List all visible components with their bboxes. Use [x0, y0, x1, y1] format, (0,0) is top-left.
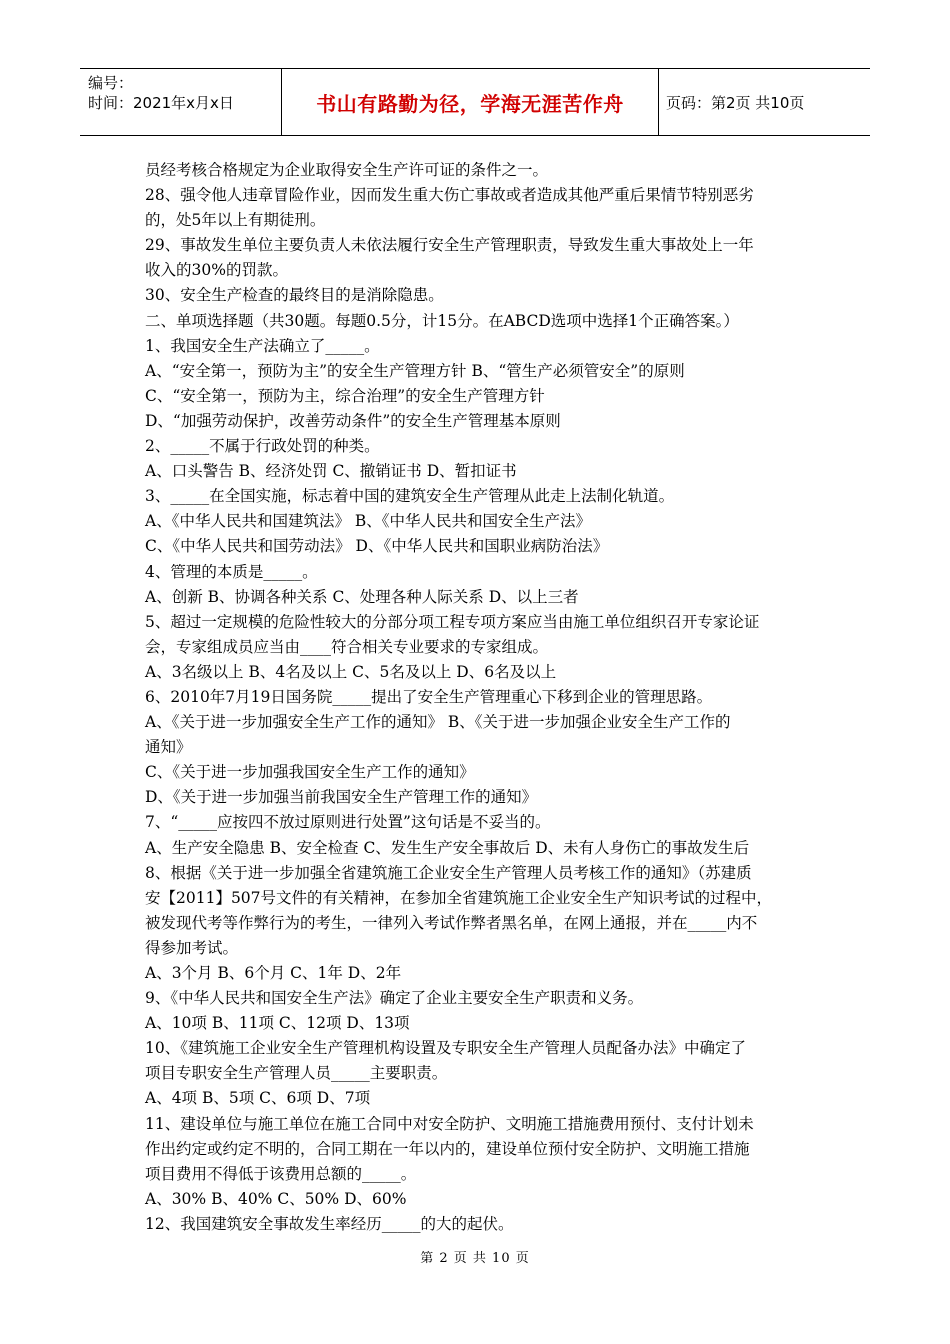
text-line: 收入的30%的罚款。: [145, 261, 288, 280]
date-label: 时间：2021年x月x日: [88, 94, 234, 112]
text-line: 5、超过一定规模的危险性较大的分部分项工程专项方案应当由施工单位组织召开专家论证: [145, 612, 760, 631]
text-line: 4、管理的本质是_____。: [145, 562, 318, 581]
text-line: 得参加考试。: [145, 938, 239, 957]
text-line: 作出约定或约定不明的，合同工期在一年以内的，建设单位预付安全防护、文明施工措施: [145, 1139, 750, 1158]
text-line: 二、单项选择题（共30题。每题0.5分，计15分。在ABCD选项中选择1个正确答案。）: [145, 311, 739, 330]
text-line: C、“安全第一，预防为主，综合治理”的安全生产管理方针: [145, 386, 545, 405]
text-line: A、4项 B、5项 C、6项 D、7项: [145, 1089, 371, 1108]
document-body: [145, 158, 810, 1237]
header-page-label: 页码：第2页 共10页: [666, 93, 805, 112]
text-line: D、“加强劳动保护，改善劳动条件”的安全生产管理基本原则: [145, 411, 561, 430]
text-line: 安【2011】507号文件的有关精神，在参加全省建筑施工企业安全生产知识考试的过程中，: [145, 888, 773, 907]
text-line: C、《中华人民共和国劳动法》 D、《中华人民共和国职业病防治法》: [145, 537, 609, 556]
text-line: 通知》: [145, 738, 192, 757]
text-line: A、3个月 B、6个月 C、1年 D、2年: [145, 964, 402, 982]
text-line: A、10项 B、11项 C、12项 D、13项: [145, 1014, 410, 1033]
text-line: A、30% B、40% C、50% D、60%: [145, 1189, 407, 1208]
text-line: 11、建设单位与施工单位在施工合同中对安全防护、文明施工措施费用预付、支付计划未: [145, 1114, 754, 1133]
page-footer: 第 2 页 共 10 页: [420, 1251, 530, 1266]
text-line: 2、_____不属于行政处罚的种类。: [145, 437, 380, 456]
text-line: 9、《中华人民共和国安全生产法》确定了企业主要安全生产职责和义务。: [145, 989, 644, 1008]
text-line: 3、_____在全国实施，标志着中国的建筑安全生产管理从此走上法制化轨道。: [145, 487, 675, 506]
text-line: 的，处5年以上有期徒刑。: [145, 211, 326, 230]
text-line: 员经考核合格规定为企业取得安全生产许可证的条件之一。: [145, 161, 549, 179]
text-line: A、《中华人民共和国建筑法》 B、《中华人民共和国安全生产法》: [145, 512, 592, 531]
text-line: 7、“_____应按四不放过原则进行处置”这句话是不妥当的。: [145, 813, 551, 832]
text-line: 30、安全生产检查的最终目的是消除隐患。: [145, 286, 444, 305]
text-line: 被发现代考等作弊行为的考生，一律列入考试作弊者黑名单，在网上通报，并在_____内不: [145, 913, 758, 932]
text-line: A、“安全第一，预防为主”的安全生产管理方针 B、“管生产必须管安全”的原则: [145, 361, 685, 380]
text-line: 会，专家组成员应当由____符合相关专业要求的专家组成。: [145, 637, 549, 656]
header-info-cell: [80, 69, 282, 135]
text-line: D、《关于进一步加强当前我国安全生产管理工作的通知》: [145, 788, 538, 807]
text-line: A、创新 B、协调各种关系 C、处理各种人际关系 D、以上三者: [145, 587, 579, 606]
text-line: 12、我国建筑安全事故发生率经历_____的大的起伏。: [145, 1214, 514, 1233]
text-line: 8、根据《关于进一步加强全省建筑施工企业安全生产管理人员考核工作的通知》（苏建质: [145, 863, 752, 882]
text-line: A、3名级以上 B、4名及以上 C、5名及以上 D、6名及以上: [145, 662, 557, 681]
text-line: 项目专职安全生产管理人员_____主要职责。: [145, 1064, 448, 1083]
text-line: 项目费用不得低于该费用总额的_____。: [145, 1164, 417, 1183]
text-line: C、《关于进一步加强我国安全生产工作的通知》: [145, 763, 475, 782]
text-line: A、生产安全隐患 B、安全检查 C、发生生产安全事故后 D、未有人身伤亡的事故发生后: [145, 838, 750, 857]
text-line: 29、事故发生单位主要负责人未依法履行安全生产管理职责，导致发生重大事故处上一年: [145, 236, 754, 255]
text-line: A、口头警告 B、经济处罚 C、撤销证书 D、暂扣证书: [145, 462, 517, 481]
text-line: A、《关于进一步加强安全生产工作的通知》 B、《关于进一步加强企业安全生产工作的: [145, 713, 731, 732]
text-line: 6、2010年7月19日国务院_____提出了安全生产管理重心下移到企业的管理思路。: [145, 687, 713, 706]
header-motto: 书山有路勤为径，学海无涯苦作舟: [282, 69, 659, 135]
text-line: 28、强令他人违章冒险作业，因而发生重大伤亡事故或者造成其他严重后果情节特别恶劣: [145, 186, 754, 205]
text-line: 1、我国安全生产法确立了_____。: [145, 336, 380, 355]
text-line: 10、《建筑施工企业安全生产管理机构设置及专职安全生产管理人员配备办法》中确定了: [145, 1039, 746, 1058]
page-header: [80, 68, 870, 136]
code-label: 编号：: [88, 74, 134, 92]
